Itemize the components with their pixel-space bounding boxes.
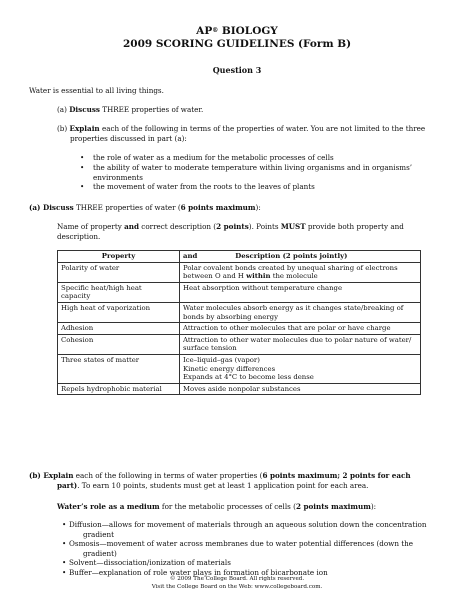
prompt-part-a: (a) Discuss THREE properties of water.	[57, 105, 204, 114]
property-text: capacity	[61, 292, 91, 301]
description-fragment: the molecule	[270, 272, 318, 281]
role-bullet-text: Osmosis—movement of water across membranes due to water potential differences (down the	[69, 539, 414, 548]
document-title-line1: AP® BIOLOGY	[196, 25, 278, 37]
description-text: surface tension	[183, 344, 237, 353]
part-a-heading: (a) Discuss THREE properties of water (6 points maximum):	[29, 203, 261, 212]
description-cell	[180, 383, 421, 395]
description-text: Attraction to other molecules that are polar or have charge	[183, 324, 391, 333]
prompt-bullet-text: the role of water as a medium for the metabolic processes of cells	[93, 153, 334, 162]
property-text: Specific heat/high heat	[61, 283, 142, 292]
table-header-row	[58, 251, 421, 263]
header-description: and Description (2 points jointly)	[180, 251, 421, 263]
property-cell	[58, 383, 180, 395]
bullet-icon: •	[62, 520, 67, 529]
description-fragment: between O and H	[183, 272, 247, 281]
property-cell	[58, 323, 180, 335]
role-bullet-text: Buffer—explanation of role water plays in formation of bicarbonate ion	[69, 568, 328, 577]
question-title: Question 3	[212, 65, 262, 75]
table-row	[58, 354, 421, 383]
description-text: Heat absorption without temperature change	[183, 283, 343, 292]
prompt-bullet-text: environments	[93, 173, 143, 182]
description-cell	[180, 262, 421, 282]
emphasis-text: within	[246, 272, 271, 281]
property-cell	[58, 262, 180, 282]
bullet-icon: •	[80, 163, 85, 172]
water-properties-table	[57, 250, 421, 395]
description-cell	[180, 354, 421, 383]
property-text: Cohesion	[61, 335, 94, 344]
bullet-icon: •	[80, 182, 85, 191]
role-bullet-text: gradient)	[83, 549, 117, 558]
description-text	[183, 272, 417, 281]
prompt-part-b-cont: properties discussed in part (a):	[70, 134, 187, 143]
header-property: Property	[58, 251, 180, 263]
table-row	[58, 262, 421, 282]
bullet-icon: •	[80, 153, 85, 162]
property-text: Adhesion	[61, 324, 94, 333]
prompt-bullet-text: the movement of water from the roots to the leaves of plants	[93, 182, 315, 191]
prompt-intro: Water is essential to all living things.	[29, 86, 164, 95]
property-cell	[58, 334, 180, 354]
property-cell	[58, 302, 180, 322]
description-text: Moves aside nonpolar substances	[183, 384, 301, 393]
bullet-icon: •	[62, 558, 67, 567]
description-cell	[180, 323, 421, 335]
table-row	[58, 302, 421, 322]
description-cell	[180, 302, 421, 322]
footer-copyright: © 2009 The College Board. All rights reserved.	[169, 576, 305, 582]
table-row	[58, 323, 421, 335]
table-row	[58, 334, 421, 354]
description-text: Expands at 4°C to become less dense	[183, 373, 314, 382]
description-text: Attraction to other water molecules due to polar nature of water/	[183, 335, 412, 344]
property-text: Three states of matter	[61, 355, 140, 364]
description-text: Kinetic energy differences	[183, 364, 276, 373]
description-text: Polar covalent bonds created by unequal sharing of electrons	[183, 263, 398, 272]
table-row	[58, 383, 421, 395]
description-cell	[180, 282, 421, 302]
part-a-instructions-cont: description.	[57, 232, 101, 241]
property-text: Polarity of water	[61, 263, 120, 272]
bullet-icon: •	[62, 568, 67, 577]
part-b-heading: (b) Explain each of the following in terms of water properties (6 points maximum; 2 points for each	[29, 471, 411, 480]
property-cell	[58, 354, 180, 383]
prompt-bullet-text: the ability of water to moderate temperature within living organisms and in organisms’	[93, 163, 413, 172]
property-text: High heat of vaporization	[61, 303, 151, 312]
property-cell	[58, 282, 180, 302]
part-a-instructions: Name of property and correct description (2 points). Points MUST provide both property and	[57, 222, 404, 231]
bullet-icon: •	[62, 539, 67, 548]
description-text: Water molecules absorb energy as it changes state/breaking of	[183, 303, 404, 312]
description-text: Ice–liquid–gas (vapor)	[183, 355, 260, 364]
part-b-heading-cont: part). To earn 10 points, students must get at least 1 application point for each area.	[57, 481, 369, 490]
description-text: bonds by absorbing energy	[183, 312, 278, 321]
property-text: Repels hydrophobic material	[61, 384, 162, 393]
role-bullet-text: gradient	[83, 530, 114, 539]
footer-website: Visit the College Board on the Web: www.collegeboard.com.	[151, 584, 323, 590]
role-as-medium-heading: Water’s role as a medium for the metabolic processes of cells (2 points maximum):	[57, 502, 377, 511]
prompt-part-b: (b) Explain each of the following in terms of the properties of water. You are not limited to the three	[57, 124, 426, 133]
description-cell	[180, 334, 421, 354]
role-bullet-text: Diffusion—allows for movement of materials through an aqueous solution down the concentration	[69, 520, 427, 529]
role-bullet-text: Solvent—dissociation/ionization of materials	[69, 558, 231, 567]
document-title-line2: 2009 SCORING GUIDELINES (Form B)	[122, 38, 352, 50]
table-row	[58, 282, 421, 302]
